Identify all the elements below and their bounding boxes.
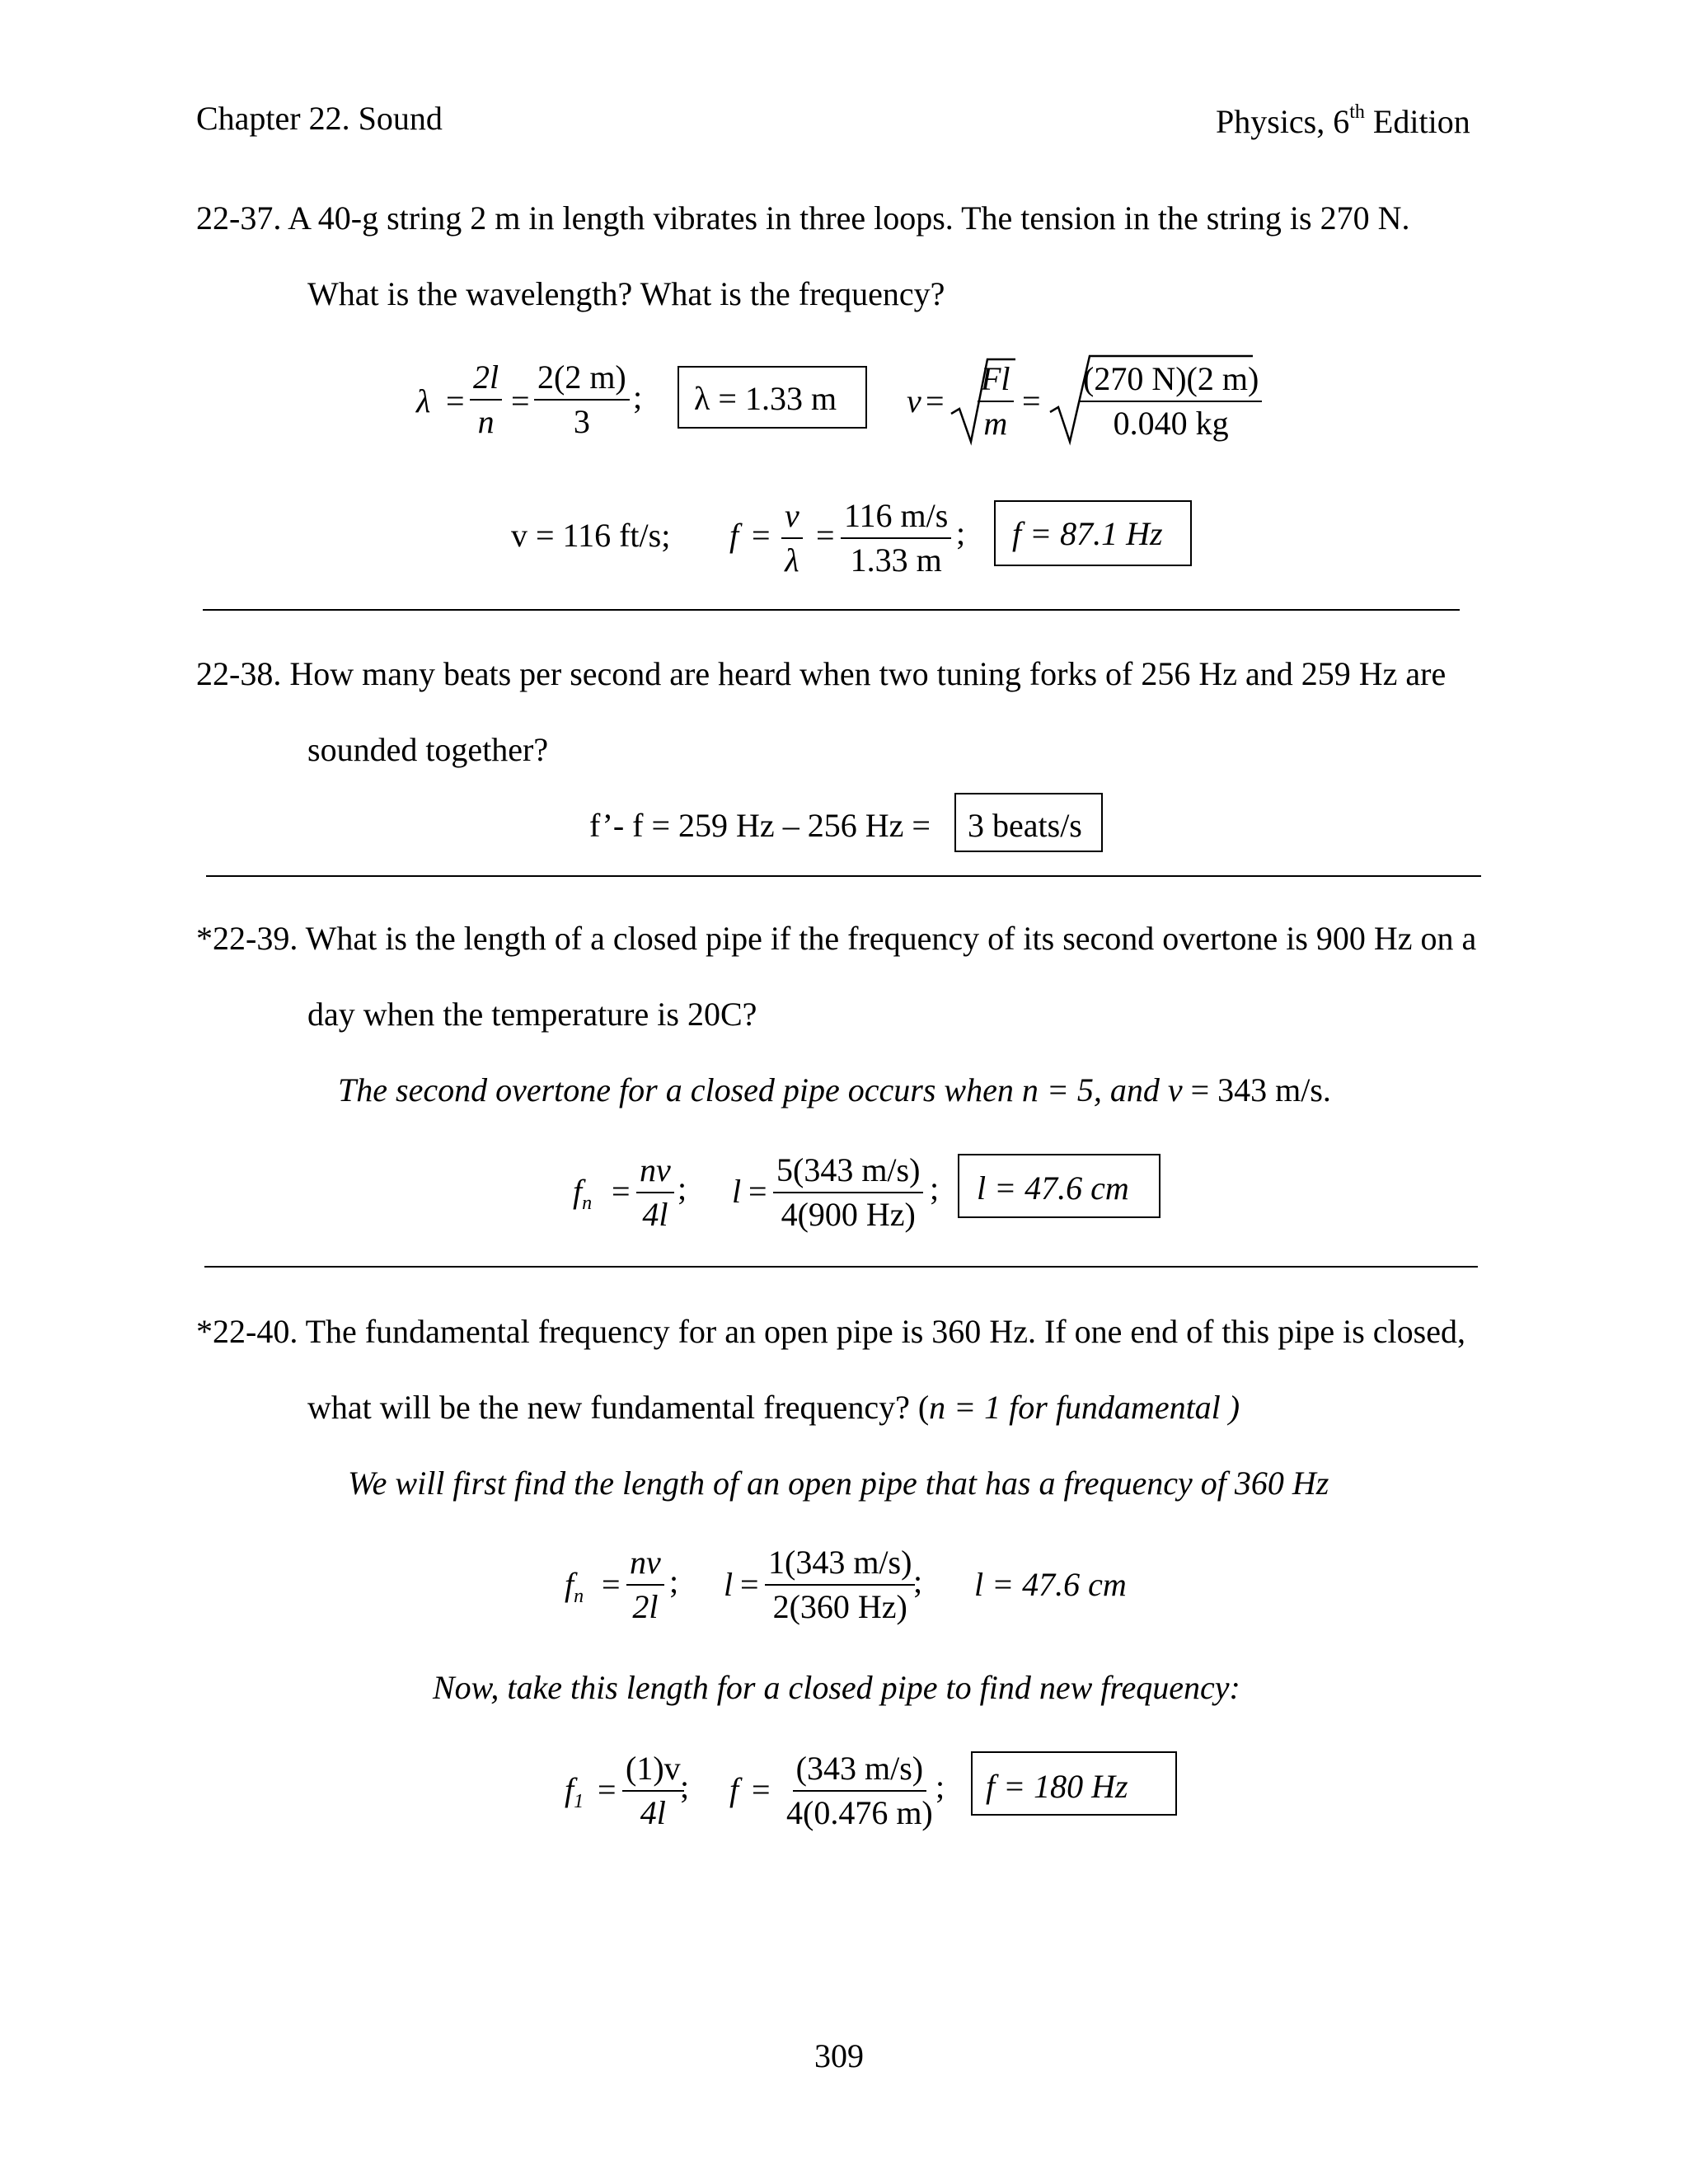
length-answer: l = 47.6 cm bbox=[977, 1169, 1129, 1207]
problem-22-40-line2: what will be the new fundamental frequency? (n = 1 for fundamental ) bbox=[307, 1389, 1240, 1426]
fraction-1v-over-4l: $\frac{(1)v}{4l}$ bbox=[622, 1752, 684, 1830]
problem-22-39-line1: *22-39. What is the length of a closed pipe if the frequency of its second overtone is 900 Hz on a bbox=[196, 920, 1477, 957]
problem-22-37-line2: What is the wavelength? What is the frequency? bbox=[307, 275, 945, 312]
velocity-result: v = 116 ft/s; bbox=[511, 517, 671, 554]
book-title: Physics, 6th Edition bbox=[1216, 101, 1470, 140]
frequency-answer: f = 87.1 Hz bbox=[1012, 515, 1163, 552]
closed-pipe-note: The second overtone for a closed pipe occurs when n = 5, and v = 343 m/s. bbox=[338, 1071, 1331, 1108]
fraction-2-2m-over-3: $\frac{2(2 m)}{3}$ bbox=[534, 361, 630, 438]
divider-3 bbox=[204, 1266, 1478, 1268]
problem-22-40-line1: *22-40. The fundamental frequency for an open pipe is 360 Hz. If one end of this pipe is closed, bbox=[196, 1313, 1465, 1350]
divider-2 bbox=[206, 875, 1481, 877]
beat-equation: f’- f = 259 Hz – 256 Hz = bbox=[589, 807, 931, 844]
fraction-length-solution: $\frac{5(343 m/s)}{4(900 Hz)}$ bbox=[773, 1154, 923, 1231]
fraction-nv-over-4l: $\frac{nv}{4l}$ bbox=[636, 1154, 674, 1231]
beat-answer: 3 beats/s bbox=[968, 807, 1082, 844]
divider-1 bbox=[203, 609, 1460, 611]
open-pipe-note: We will first find the length of an open pipe that has a frequency of 360 Hz bbox=[348, 1465, 1329, 1502]
new-frequency-answer: f = 180 Hz bbox=[986, 1768, 1128, 1805]
problem-22-39-line2: day when the temperature is 20C? bbox=[307, 996, 757, 1033]
fraction-new-frequency: $\frac{(343 m/s)}{4(0.476 m)}$ bbox=[786, 1750, 933, 1831]
open-length-result: l = 47.6 cm bbox=[974, 1566, 1127, 1603]
wavelength-answer: λ = 1.33 m bbox=[694, 380, 837, 417]
fraction-speed-over-wavelength: $\frac{116 m/s}{1.33 m}$ bbox=[841, 499, 951, 577]
problem-22-38-line2: sounded together? bbox=[307, 731, 549, 768]
fraction-2l-over-n: $\frac{2l}{n}$ bbox=[470, 361, 502, 438]
closed-pipe-instruction: Now, take this length for a closed pipe to find new frequency: bbox=[433, 1669, 1240, 1706]
page-number: 309 bbox=[814, 2037, 864, 2074]
chapter-title: Chapter 22. Sound bbox=[196, 100, 443, 137]
problem-22-38-line1: 22-38. How many beats per second are heard when two tuning forks of 256 Hz and 259 Hz are bbox=[196, 655, 1447, 692]
fraction-Fl-over-m: $\frac{Fl}{m}$ bbox=[978, 363, 1014, 440]
fraction-nv-over-2l: $\frac{nv}{2l}$ bbox=[626, 1546, 664, 1624]
fraction-tension-over-mass: $\frac{(270 N)(2 m)}{0.040 kg}$ bbox=[1080, 363, 1262, 440]
fraction-open-length: $\frac{1(343 m/s)}{2(360 Hz)}$ bbox=[765, 1546, 915, 1624]
problem-22-37-line1: 22-37. A 40-g string 2 m in length vibrates in three loops. The tension in the string is 270 N. bbox=[196, 199, 1410, 237]
fraction-v-over-lambda: $\frac{v}{\lambda}$ bbox=[781, 499, 803, 577]
